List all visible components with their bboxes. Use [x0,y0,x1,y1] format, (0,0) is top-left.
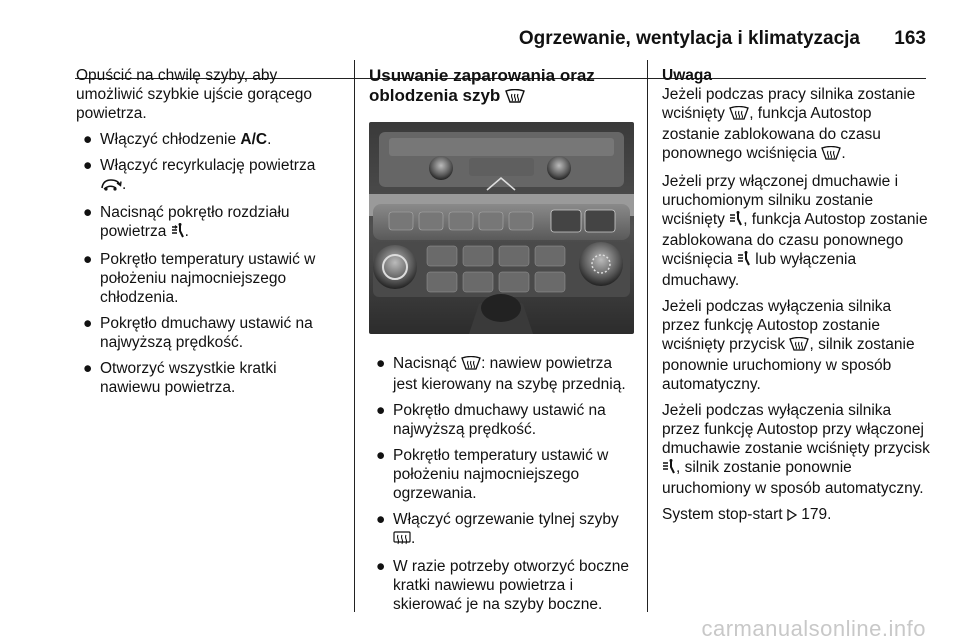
recirculation-icon [100,177,122,196]
air-to-face-icon [171,223,185,243]
intro-paragraph: Opuścić na chwilę szyby, aby umożliwić szybkie ujście gorącego powietrza. [76,67,313,122]
list-item: ● Włączyć recyrkulację powietrza . [76,156,341,196]
windscreen-defrost-icon [729,106,749,125]
column-2 [369,66,634,621]
reference-page: 179. [801,506,832,523]
list-item: ● Pokrętło dmuchawy ustawić na najwyższą prędkość. [83,315,313,351]
list-item: ● Włączyć ogrzewanie tylnej szyby . [369,510,634,550]
list-item: ● Pokrętło temperatury ustawić w położeniu najmocniejszego ogrzewania. [376,447,609,502]
chapter-title: Ogrzewanie, wentylacja i klimatyzacja [518,28,860,49]
page-header [0,28,960,58]
windscreen-defrost-icon [821,146,841,165]
air-to-face-icon [737,251,751,271]
watermark-logo: carmanualsonline.info [701,616,926,641]
ac-label: A/C [240,131,268,148]
list-item: ● Otworzyć wszystkie kratki nawiewu powietrza. [83,360,277,396]
triangle-reference-icon [787,507,797,526]
page-number: 163 [894,28,926,49]
column-divider-1 [354,60,355,612]
cross-reference[interactable]: System stop-start 179. [662,505,932,526]
column-3 [662,66,932,533]
windscreen-defrost-icon [505,88,525,108]
list-item: ● Nacisnąć pokrętło rozdziału powietrza . [76,203,341,243]
list-item: ● Pokrętło temperatury ustawić w położeniu najmocniejszego chłodzenia. [83,251,316,306]
rear-window-heater-icon [393,531,411,550]
note-paragraph: Jeżeli podczas wyłączenia silnika przez funkcję Autostop zostanie wciśnięty przycisk , silnik zostanie ponownie uruchomiony w sposób automatyczny. [662,298,915,393]
column-divider-2 [647,60,648,612]
list-item: ● Włączyć chłodzenie A/C. [83,131,272,148]
note-title: Uwaga [662,67,712,84]
column-1 [76,66,341,404]
list-item: ● W razie potrzeby otworzyć boczne kratki nawiewu powietrza i skierować je na szyby boczne. [376,558,630,613]
windscreen-defrost-icon [789,337,809,356]
windscreen-defrost-icon [461,356,481,375]
note-paragraph: Jeżeli przy włączonej dmuchawie i uruchomionym silniku zostanie wciśnięty , funkcja Autostop zostanie zablokowana do czasu ponownego wciśnięcia lub wyłączenia dmuchawy. [662,173,928,289]
note-paragraph: Jeżeli podczas pracy silnika zostanie wciśnięty , funkcja Autostop zostanie zablokowana do czasu ponownego wciśnięcia . [662,85,932,165]
note-paragraph: Jeżeli podczas wyłączenia silnika przez funkcję Autostop przy włączonej dmuchawie zostanie wciśnięty przycisk , silnik zostanie ponownie uruchomiony w sposób automatyczny. [662,402,930,497]
air-to-face-icon [662,459,676,479]
list-item: ● Nacisnąć : nawiew powietrza jest kierowany na szybę przednią. [376,355,626,393]
air-to-face-icon [729,211,743,231]
list-item: ● Pokrętło dmuchawy ustawić na najwyższą prędkość. [376,402,606,438]
section-title: Usuwanie zaparowania oraz oblodzenia szyb [369,66,634,108]
climate-control-panel-photo [369,122,634,334]
